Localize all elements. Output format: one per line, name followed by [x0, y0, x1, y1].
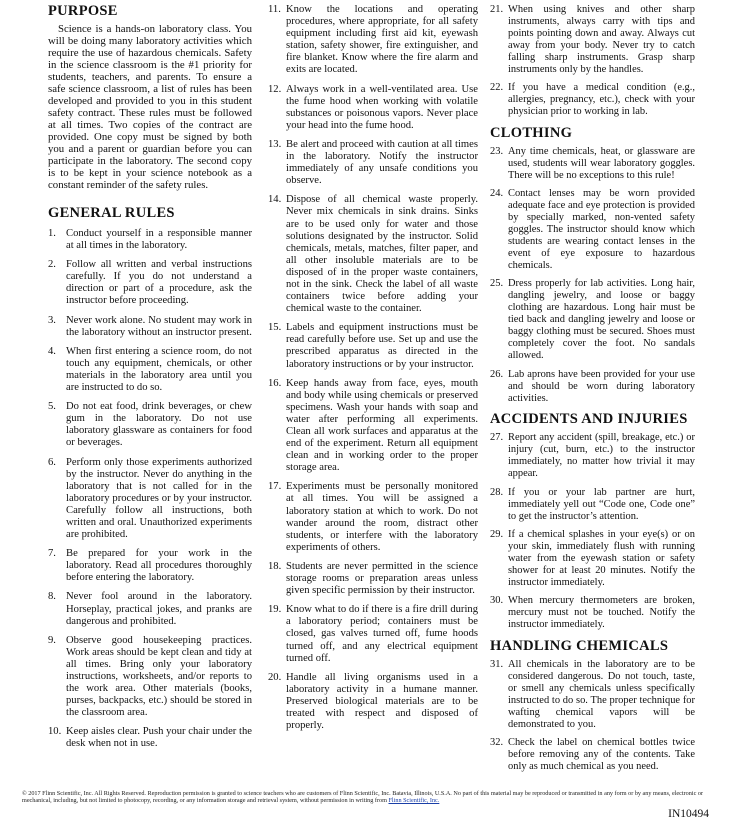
rule-number: 31.: [490, 658, 504, 670]
rule-item: [48, 401, 252, 449]
rule-text: When mercury thermometers are broken, mercury must not be touched. Notify the instructor immediately.: [508, 595, 695, 631]
rule-text: Dress properly for lab activities. Long hair, dangling jewelry, and loose or baggy clothing are hazardous. Long hair must be tied back and dangling jewelry and loose or baggy clothing must be secured. Shoes must completely cover the foot. No sandals allowed.: [508, 278, 695, 362]
rule-item: [48, 591, 252, 627]
rule-number: 20.: [268, 671, 282, 683]
rule-text: Keep hands away from face, eyes, mouth and body while using chemicals or preserved specimens. Wash your hands with soap and water after performing all experiments. Clean all work surfaces and apparatus at the end of the experiment. Return all equipment clean and in working order to the proper storage area.: [286, 377, 478, 474]
rule-item: [490, 595, 695, 631]
rule-text: If a chemical splashes in your eye(s) or on your skin, immediately flush with running water from the eyewash station or safety shower for at least 20 minutes. Notify the instructor immediately.: [508, 529, 695, 588]
rule-number: 10.: [48, 726, 62, 738]
rule-text: Check the label on chemical bottles twice before removing any of the contents. Take only as much chemical as you need.: [508, 737, 695, 773]
purpose-heading: PURPOSE: [48, 3, 118, 19]
rule-item: [490, 659, 695, 731]
rule-item: [268, 378, 478, 475]
rule-item: [48, 457, 252, 542]
rule-number: 4.: [48, 345, 56, 357]
rule-item: [48, 346, 252, 394]
rule-number: 26.: [490, 368, 504, 380]
rule-text: Any time chemicals, heat, or glassware are used, students will wear laboratory goggles. There will be no exceptions to this rule!: [508, 145, 695, 181]
rule-item: [48, 315, 252, 339]
rule-text: Know what to do if there is a fire drill during a laboratory period; containers must be closed, gas valves turned off, fume hoods turned off, and any electrical equipment turned off.: [286, 604, 478, 664]
rule-item: [48, 259, 252, 307]
rule-item: [490, 82, 695, 118]
rule-number: 11.: [268, 4, 281, 15]
document-id: IN10494: [668, 808, 709, 820]
rule-item: [268, 139, 478, 187]
rule-text: If you or your lab partner are hurt, immediately yell out “Code one, Code one” to get the instructor’s attention.: [508, 486, 695, 522]
copyright-text: © 2017 Flinn Scientific, Inc. All Rights Reserved. Reproduction permission is granted to science teachers who are customers of Flinn Scientific, Inc. Batavia, Illinois, U.S.A. No part of this material may be reproduced or transmitted in any form or by any means, electronic or mechanical, including, but not limited to photocopy, recording, or any information storage and retrieval system, without permission in writing from: [22, 790, 704, 805]
rule-text: Know the locations and operating procedures, where appropriate, for all safety equipment including first aid kit, eyewash station, safety shower, fire extinguisher, and fire blanket. Know where the fire alarm and exits are located.: [286, 4, 478, 76]
rule-number: 19.: [268, 604, 282, 616]
rule-item: [268, 561, 478, 597]
rule-text: Do not eat food, drink beverages, or chew gum in the laboratory. Do not use laboratory glassware as containers for food or beverages.: [66, 401, 252, 449]
rule-text: If you have a medical condition (e.g., allergies, pregnancy, etc.), check with your physician prior to working in lab.: [508, 82, 695, 118]
rule-number: 29.: [490, 529, 504, 541]
accidents-rules-list: [490, 432, 695, 631]
general-rules-heading: GENERAL RULES: [48, 205, 175, 221]
rules-list-continued-2: [490, 4, 695, 118]
rule-item: [268, 604, 478, 664]
rule-text: Observe good housekeeping practices. Work areas should be kept clean and tidy at all times. Bring only your laboratory instructions, worksheets, and/or reports to the work area. Other materials (books, purses, backpacks, etc.) should be stored in the classroom area.: [66, 634, 252, 719]
rule-text: Keep aisles clear. Push your chair under the desk when not in use.: [66, 726, 252, 750]
rule-number: 3.: [48, 314, 56, 326]
rule-item: [268, 194, 478, 315]
rule-number: 17.: [268, 481, 282, 493]
rule-item: [490, 737, 695, 773]
rule-number: 13.: [268, 138, 282, 150]
rule-item: [490, 188, 695, 272]
rule-number: 12.: [268, 83, 282, 95]
rule-number: 24.: [490, 188, 504, 200]
handling-heading: HANDLING CHEMICALS: [490, 637, 669, 654]
rule-number: 32.: [490, 737, 504, 749]
rule-number: 1.: [48, 228, 56, 239]
rule-text: Contact lenses may be worn provided adequate face and eye protection is provided by specially marked, non-vented safety goggles. The instructor should know which students are wearing contact lenses in the event of eye exposure to hazardous chemicals.: [508, 188, 695, 271]
rule-text: Be alert and proceed with caution at all times in the laboratory. Notify the instructor immediately of any unsafe conditions you observe.: [286, 138, 478, 187]
rule-number: 27.: [490, 432, 504, 444]
rule-number: 9.: [48, 634, 56, 646]
rule-item: [268, 672, 478, 732]
rule-text: Never work alone. No student may work in the laboratory without an instructor present.: [66, 314, 252, 338]
handling-rules-list: [490, 659, 695, 773]
rule-item: [48, 726, 252, 750]
rule-number: 2.: [48, 259, 56, 271]
column-middle: [268, 0, 478, 739]
rule-item: [48, 228, 252, 252]
rule-number: 14.: [268, 194, 282, 206]
rule-text: When using knives and other sharp instruments, always carry with tips and points pointing down and away. Always cut away from your body. Never try to catch falling sharp instruments. Grasp sharp instruments only by the handles.: [508, 4, 695, 75]
rule-item: [490, 487, 695, 523]
rule-text: Handle all living organisms used in a laboratory activity in a humane manner. Preserved biological materials are to be treated with respect and disposed of properly.: [286, 671, 478, 732]
rule-item: [268, 322, 478, 370]
rule-number: 18.: [268, 560, 282, 572]
accidents-heading: ACCIDENTS AND INJURIES: [490, 411, 688, 428]
rule-text: When first entering a science room, do not touch any equipment, chemicals, or other materials in the laboratory area until you are instructed to do so.: [66, 345, 252, 394]
rule-number: 28.: [490, 486, 504, 498]
flinn-link[interactable]: Flinn Scientific, Inc.: [388, 797, 440, 805]
rule-number: 23.: [490, 145, 504, 157]
rule-number: 22.: [490, 82, 504, 94]
copyright-footer: [22, 790, 717, 805]
rule-item: [268, 84, 478, 132]
rule-text: Conduct yourself in a responsible manner at all times in the laboratory.: [66, 228, 252, 252]
rules-list-continued: [268, 4, 478, 732]
general-rules-list: [48, 228, 252, 751]
column-right: [490, 0, 695, 780]
rule-number: 21.: [490, 4, 504, 15]
rule-text: All chemicals in the laboratory are to be considered dangerous. Do not touch, taste, or smell any chemicals unless specifically instructed to do so. The proper technique for wafting chemical vapors will be demonstrated to you.: [508, 658, 695, 730]
rule-item: [490, 4, 695, 76]
rule-text: Dispose of all chemical waste properly. Never mix chemicals in sink drains. Sinks are to be used only for water and those solutions designated by the instructor. Solid chemicals, metals, matches, filter paper, and all other insoluble materials are to be disposed of in the proper waste containers, not in the sink. Check the label of all waste containers twice before adding your chemical waste to the container.: [286, 194, 478, 315]
rule-text: Be prepared for your work in the laboratory. Read all procedures thoroughly before entering the laboratory.: [66, 548, 252, 584]
rule-number: 16.: [268, 377, 282, 389]
rule-number: 6.: [48, 456, 56, 468]
rule-text: Labels and equipment instructions must be read carefully before use. Set up and use the prescribed apparatus as directed in the laboratory instructions or by your instructor.: [286, 322, 478, 370]
rule-text: Always work in a well-ventilated area. Use the fume hood when working with volatile substances or poisonous vapors. Never place your head into the fume hood.: [286, 83, 478, 131]
rule-text: Lab aprons have been provided for your use and should be worn during laboratory activities.: [508, 368, 695, 404]
rule-text: Report any accident (spill, breakage, etc.) or injury (cut, burn, etc.) to the instructor immediately, no matter how trivial it may appear.: [508, 432, 695, 480]
rule-number: 15.: [268, 322, 282, 334]
rule-text: Follow all written and verbal instructions carefully. If you do not understand a direction or part of a procedure, ask the instructor before proceeding.: [66, 259, 252, 307]
rule-item: [490, 432, 695, 480]
rule-item: [490, 529, 695, 589]
purpose-text: Science is a hands-on laboratory class. You will be doing many laboratory activities which require the use of hazardous chemicals. Safety in the science classroom is the #1 priority for students, teachers, and parents. To ensure a safe science classroom, a list of rules has been developed and provided to you in this student safety contract. These rules must be followed at all times. Two copies of the contract are provided. One copy must be signed by both you and a parent or guardian before you can participate in the laboratory. The second copy is to be kept in your science notebook as a constant reminder of the safety rules.: [48, 23, 252, 191]
rule-item: [490, 278, 695, 362]
rule-number: 8.: [48, 591, 56, 603]
rule-item: [268, 4, 478, 77]
rule-item: [48, 635, 252, 720]
rule-number: 25.: [490, 278, 504, 290]
clothing-heading: CLOTHING: [490, 124, 573, 141]
rule-text: Never fool around in the laboratory. Horseplay, practical jokes, and pranks are dangerous and prohibited.: [66, 591, 252, 627]
rule-item: [268, 481, 478, 554]
rule-item: [490, 369, 695, 405]
rule-item: [490, 146, 695, 182]
rule-number: 5.: [48, 401, 56, 413]
rule-item: [48, 548, 252, 584]
rule-text: Students are never permitted in the science storage rooms or preparation areas unless given specific permission by their instructor.: [286, 560, 478, 597]
column-left: [48, 0, 252, 758]
rule-number: 30.: [490, 595, 504, 607]
rule-text: Perform only those experiments authorized by the instructor. Never do anything in the laboratory that is not called for in the laboratory procedures or by your instructor. Carefully follow all instructions, both written and oral. Unauthorized experiments are prohibited.: [66, 456, 252, 541]
rule-text: Experiments must be personally monitored at all times. You will be assigned a laboratory station at which to work. Do not wander around the room, distract other students, or interfere with the laboratory experiments of others.: [286, 481, 478, 553]
rule-number: 7.: [48, 548, 56, 560]
clothing-rules-list: [490, 146, 695, 405]
